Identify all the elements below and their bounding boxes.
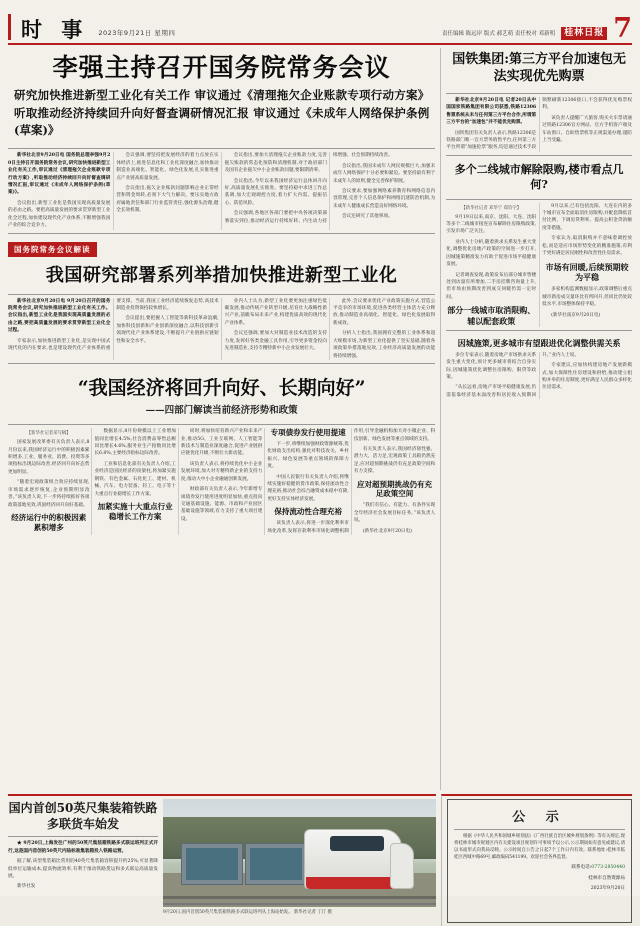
notice-phone[interactable]: 0773-2850440: [591, 865, 625, 871]
story2-title: 多个二线城市解除限购,楼市看点几何?: [454, 162, 624, 191]
main-column: [8, 48, 435, 790]
divider: [454, 829, 625, 830]
paragraph: “随着宏观政策组合效应持续显现,市场需求逐步恢复,企业预期明显改善。”该负责人说,下一步将持续抓好各项政策落地见效,巩固经济回升向好基础。: [8, 480, 90, 508]
divider: [446, 93, 632, 94]
right-column: [440, 48, 632, 790]
divider: [8, 363, 435, 364]
notice-contact: [454, 864, 625, 871]
container-wagon: [181, 843, 243, 885]
paragraph: 国家发展改革委有关负责人表示,8月份以来,我国经济运行中的积极因素累积增多,工业、服务业、消费、投资等多项指标出现边际改善,经济回升向好态势更加明显。: [8, 440, 90, 475]
paragraph: 专家认为,取消限购并不意味着调控放松,而是适应市场形势变化的精准施策,有利于更好满足居民刚性和改善性住房需求。: [542, 236, 632, 257]
paragraph: 新华社北京9月20日电 9月20日召开的国务院常务会议,研究加快推进新型工业化有关工作。会议指出,新型工业化是我国实现高质量发展的必由之路,要把高质量发展的要求贯穿新型工业化全过程。: [8, 298, 111, 334]
paragraph: 会议要求,要加强网络素养教育和网络信息内容管理,完善个人信息保护和网络沉迷防治机制,为未成年人健康成长营造良好网络环境。: [332, 188, 436, 209]
paragraph: 会议还研究了其他事项。: [341, 214, 393, 220]
divider: [8, 148, 435, 149]
story2-body: [446, 203, 632, 327]
train-photo: [163, 799, 436, 907]
story2-subheading-2: 市场有回暖,后续预期较为平稳: [545, 261, 629, 283]
economy-subtitle: ——四部门解读当前经济形势和政策: [145, 405, 298, 417]
paragraph: 此外,会议要求优化产业政策实施方式,营造公平竞争的市场环境,促进各类经营主体活力充分释放,推动制造业高端化、智能化、绿色化发展取得新成效。: [332, 298, 436, 326]
feature-tag-wrap: [8, 237, 435, 257]
container-wagon: [245, 843, 307, 885]
notice-title: 公 示: [512, 810, 567, 825]
logo-text: 桂林日报: [564, 27, 605, 38]
paragraph: “我们有信心、有能力、有条件实现全年经济社会发展目标任务。”该负责人说。: [353, 503, 436, 524]
bottom-left-text: [8, 799, 158, 926]
paragraph: 新华社北京9月20日电 记者20日从中国国家铁路集团有限公司获悉,铁路12306售票系统从未与任何第三方平台合作,所谓第三方平台的“加速包”并不能优先购票。: [446, 97, 537, 126]
economy-byline: 【新华社记者采写稿】: [26, 431, 71, 437]
masthead-left: [8, 14, 175, 40]
paragraph: 会议指出,我国未成年人网民规模巨大,加强未成年人网络保护十分必要和紧迫。要坚持最有利于未成年人的原则,健全完善保护制度。: [332, 163, 436, 184]
paragraph: 财政部有关负责人表示,今年新增专项债券发行使用进度明显加快,重点投向交通基础设施、能源、市政和产业园区基础设施等领域,有力支持了重大项目建设。: [180, 487, 263, 522]
economy-body: [8, 428, 435, 535]
paragraph: 数据显示,8月份规模以上工业增加值同比增长4.5%,社会消费品零售总额同比增长4.6%,服务业生产指数同比增长6.8%,主要经济指标边际改善。: [94, 429, 176, 457]
locomotive-nose: [390, 843, 414, 889]
editor-credits: 责任编辑 陈远岸 版式 郝艺萌 责任校对 邓新明: [441, 30, 556, 37]
divider: [446, 155, 632, 156]
paragraph: 9月19日以来,南京、沈阳、大连、沈阳等多个二线城市接连宣布解除住房限购政策,引发市场广泛关注。: [446, 214, 537, 235]
bottom-zone: [8, 794, 632, 926]
bottom-story-title: 国内首创50英尺集装箱铁路多联货车始发: [8, 801, 158, 831]
paragraph: 会议提出,要把握人工智能等新科技革命浪潮,加快科技创新和产业创新深度融合,以科技创新引领现代化产业体系建设,不断提升产业链供应链韧性和安全水平。: [116, 316, 219, 344]
divider: [8, 294, 435, 295]
publication-date: 2023年9月21日 星期四: [98, 29, 176, 37]
notice-date: 2023年9月20日: [590, 885, 625, 891]
rail-line: [163, 896, 436, 899]
body-grid: [8, 48, 632, 790]
paragraph: 会议指出,新型工业化是我国实现高质量发展的必由之路。要把高质量发展的要求贯穿新型工业化全过程,加快建设现代化产业体系,不断增强我国产业的综合竞争力。: [8, 200, 111, 229]
lead-body: [8, 152, 435, 229]
economy-title: “我国经济将回升向好、长期向好”: [77, 377, 366, 400]
divider: [8, 836, 158, 837]
locomotive-stripe: [306, 877, 402, 889]
economy-section-heading: 应对超预期挑战仍有充足政策空间: [357, 479, 433, 499]
paragraph: 该负责人表示,将进一步深化利率市场化改革,发挥存款利率市场化调整机制作用,引导金融机构加大对小微企业、科技创新、绿色发展等重点领域的支持。: [267, 429, 436, 534]
paragraph: 据了解,该型集装箱比常用的40英尺集装箱容积提升约25%,可显著降低单位运输成本,提高物流效率,有利于推动铁路货运和多式联运高质量发展。: [8, 859, 158, 879]
paragraph: 同时,将加快培育新兴产业和未来产业,推动5G、工业互联网、人工智能等新技术与制造业深度融合,促进产业链供应链优化升级,不断壮大新动能。: [180, 429, 263, 457]
story1-title: 国铁集团:第三方平台加速包无法实现优先购票: [452, 52, 627, 84]
credit: 新华社发: [17, 884, 36, 890]
divider: [8, 424, 435, 425]
divider: [446, 199, 632, 200]
notice-contact-label: 联系电话:: [571, 865, 592, 871]
bottom-left-story: [8, 794, 436, 926]
bottom-photo-block: [163, 799, 436, 926]
newspaper-logo: [561, 27, 607, 40]
economy-dateline: (新华社北京9月20日电): [362, 528, 412, 534]
paragraph: 专家建议,应加快构建房地产发展新模式,加大保障性住房建设和供给,推动建立租购并举的住房制度,更好满足人民群众多样化住房需求。: [542, 363, 632, 391]
paragraph: “从长远看,房地产市场平稳健康发展,仍需依靠经济基本面改善和居民收入预期回升。”业内人士说。: [446, 352, 579, 398]
paragraph: 业内人士分析,随着供求关系发生重大变化,调整优化房地产政策的空间进一步打开,因城施策精准发力有助于促进市场平稳健康发展。: [446, 239, 537, 268]
divider: [8, 233, 435, 234]
economy-section-heading: 保持流动性合理充裕: [274, 507, 342, 517]
notice-column: [441, 794, 632, 926]
story2-dateline: (新华社南京9月20日电): [551, 312, 601, 318]
public-notice: [447, 799, 632, 923]
paragraph: 中国人民银行有关负责人介绍,将继续实施好稳健的货币政策,保持流动性合理充裕,推动社会综合融资成本稳中有降,更好支持实体经济发展。: [267, 474, 349, 502]
masthead: [8, 6, 632, 45]
paragraph: 多位专家表示,随着房地产市场供求关系发生重大变化,预计更多城市将结合自身实际,因城施策优化调整住房限购、限贷等政策。: [446, 352, 537, 381]
paragraph: 业内人士认为,新型工业化要更加注重绿色低碳发展,推动传统产业转型升级,培育壮大战略性新兴产业,前瞻布局未来产业,构建优质高效的现代化产业体系。: [224, 298, 327, 326]
paragraph: 会议强调,各地区各部门要把中央各项决策部署落实到位,推动经济运行持续好转、内生动力持续增强、社会预期持续改善。: [224, 153, 393, 224]
story2-byline: 【新华社记者 邓华宁 郑钧字】: [461, 205, 522, 211]
masthead-red-rule: [8, 14, 11, 40]
paragraph: 会议还强调,要加大对制造业技术改造的支持力度,发挥好各类金融工具作用,引导更多资金投向先进制造业,支持专精特新中小企业发展壮大。: [224, 331, 327, 352]
paragraph: 该负责人表示,将持续优化中小企业发展环境,加大对专精特新企业的支持力度,推动大中小企业融通创新发展。: [180, 461, 263, 482]
paragraph: 专家表示,加快推进新型工业化,是实现中国式现代化的内在要求,也是建设现代化产业体系的重要支撑。当前,我国工业经济延续恢复态势,高技术制造业投资保持较快增长。: [8, 298, 219, 352]
paragraph: 该负责人提醒广大旅客,购买火车票请通过铁路12306官方网站、官方手机客户端及车站窗口、自助售票机等正规渠道办理,谨防上当受骗。: [542, 115, 632, 143]
paragraph: ★ 9月20日,上海发往广州的50英尺集装箱铁路多式联运班列正式开行,这是国内首创的50英尺内陆标准集装箱投入铁路运营。: [8, 841, 158, 854]
story3-body: [446, 352, 632, 400]
story1-body: [446, 97, 632, 152]
notice-body: 根据《中华人民共和国城乡规划法》《广西壮族自治区城乡规划条例》等有关规定,现将桂林市城市规划区内有关建设项目规划许可事项予以公示,公示期间如有意见或建议,请以书面形式向我局反映。公示时间自公告之日起7个工作日内有效。联系地址:桂林市临桂区西城中路69号,邮政编码541199。欢迎社会各界监督。: [454, 834, 625, 861]
story2-subheading-1: 部分一线城市取消限购、辅以配套政策: [447, 305, 536, 327]
photo-caption: 9月20日,国内首创50英尺集装箱铁路多式联运班列从上海站始发。 新华社记者 丁汀 摄: [163, 910, 332, 915]
paragraph: 国铁集团有关负责人表示,铁路12306是铁路部门唯一官方票务销售平台,任何第三方平台所谓“加速抢票”服务,均是通过技术手段频繁刷新12306接口,不会获得优先购票权利。: [446, 97, 632, 151]
paragraph: 记者调查发现,政策发布后部分城市售楼处到访量有所增加,二手房挂牌咨询量上升,但市场由预期改善到成交回暖仍需一定时间。: [446, 272, 537, 300]
economy-section-heading: 加紧实施十大重点行业稳增长工作方案: [97, 502, 173, 521]
lead-headline: 李强主持召开国务院常务会议: [52, 53, 391, 82]
section-title: 时 事: [21, 17, 89, 42]
paragraph: 工业和信息化部有关负责人介绍,工业经济是国民经济的顶梁柱,将加紧实施钢铁、有色金属、石化化工、建材、机械、汽车、电力装备、轻工、电子等十大重点行业稳增长工作方案。: [94, 461, 176, 497]
feature-body: [8, 298, 435, 361]
paragraph: 会议指出,拖欠企业账款问题影响企业正常经营和资金周转,必须下大气力解决。要压实地方政府属地责任和部门行业监管责任,强化源头治理,健全长效机制。: [116, 185, 219, 214]
paragraph: 下一步,将继续加强财政资源统筹,优化财政支出结构,强化对科技攻关、乡村振兴、绿色发展等重点领域的保障力度。: [267, 441, 349, 470]
notice-signer: 桂林市自然资源局: [588, 875, 625, 881]
paragraph: 多家机构监测数据显示,政策调整后重点城市新房成交量环比有所回升,但同比仍处较低水平,市场整体保持平稳。: [542, 287, 632, 308]
locomotive-windshield: [330, 836, 384, 851]
paragraph: 会议指出,今年以来我国经济运行总体回升向好,高质量发展扎实推进。要坚持稳中求进工作总基调,加大宏观调控力度,着力扩大内需、提振信心、防范风险。: [224, 178, 327, 206]
paragraph: 会议指出,要加大清理拖欠企业账款力度,完善拖欠账款的常态化预防和清理机制,对于政府部门及国有企业拖欠中小企业账款问题,要限期清零。: [224, 153, 327, 174]
economy-section-heading: 经济运行中的积极因素累积增多: [11, 513, 87, 532]
paragraph: 有关负责人表示,我国经济韧性强、潜力大、活力足,宏观政策工具箱仍然充足,应对超预期挑战仍有充足政策空间和有力支撑。: [353, 446, 436, 475]
paragraph: 会议强调,要坚持把发展经济的着力点放在实体经济上,推进信息化和工业化深度融合,加快推动制造业高端化、智能化、绿色化发展,扎实推进重点产业链高质量发展。: [116, 153, 219, 181]
economy-section-heading: 专项债券发行使用提速: [270, 428, 346, 438]
page-number: 7: [613, 13, 632, 45]
feature-tag: 国务院常务会议解读: [8, 242, 97, 257]
lead-subhead: 研究加快推进新型工业化有关工作 审议通过《清理拖欠企业账款专项行动方案》 听取推动经济持续回升向好督查调研情况汇报 审议通过《未成年人网络保护条例(草案)》: [14, 87, 430, 138]
rail-line: [163, 903, 436, 905]
feature-title: 我国研究部署系列举措加快推进新型工业化: [45, 264, 398, 286]
masthead-right: [441, 13, 632, 45]
paragraph: 9月以来,已有包括沈阳、大连在内的多个城市宣布全面取消住房限购,并配套降低首付比例、下调房贷利率、提高公积金贷款额度等措施。: [542, 203, 632, 231]
divider: [446, 330, 632, 331]
story3-title: 因城施策,更多城市有望跟进优化调整供需关系: [457, 337, 621, 348]
paragraph: 新华社北京9月20日电 国务院总理李强9月20日主持召开国务院常务会议,研究加快推进新型工业化有关工作,审议通过《清理拖欠企业账款专项行动方案》,听取推动经济持续回升向好督查调研情况汇报,审议通过《未成年人网络保护条例(草案)》。: [8, 153, 111, 196]
paragraph: 分析人士指出,我国拥有完整的工业体系和超大规模市场,为新型工业化提供了坚实基础,随着各项政策举措落地见效,工业经济高质量发展的动能将持续增强。: [332, 331, 436, 359]
